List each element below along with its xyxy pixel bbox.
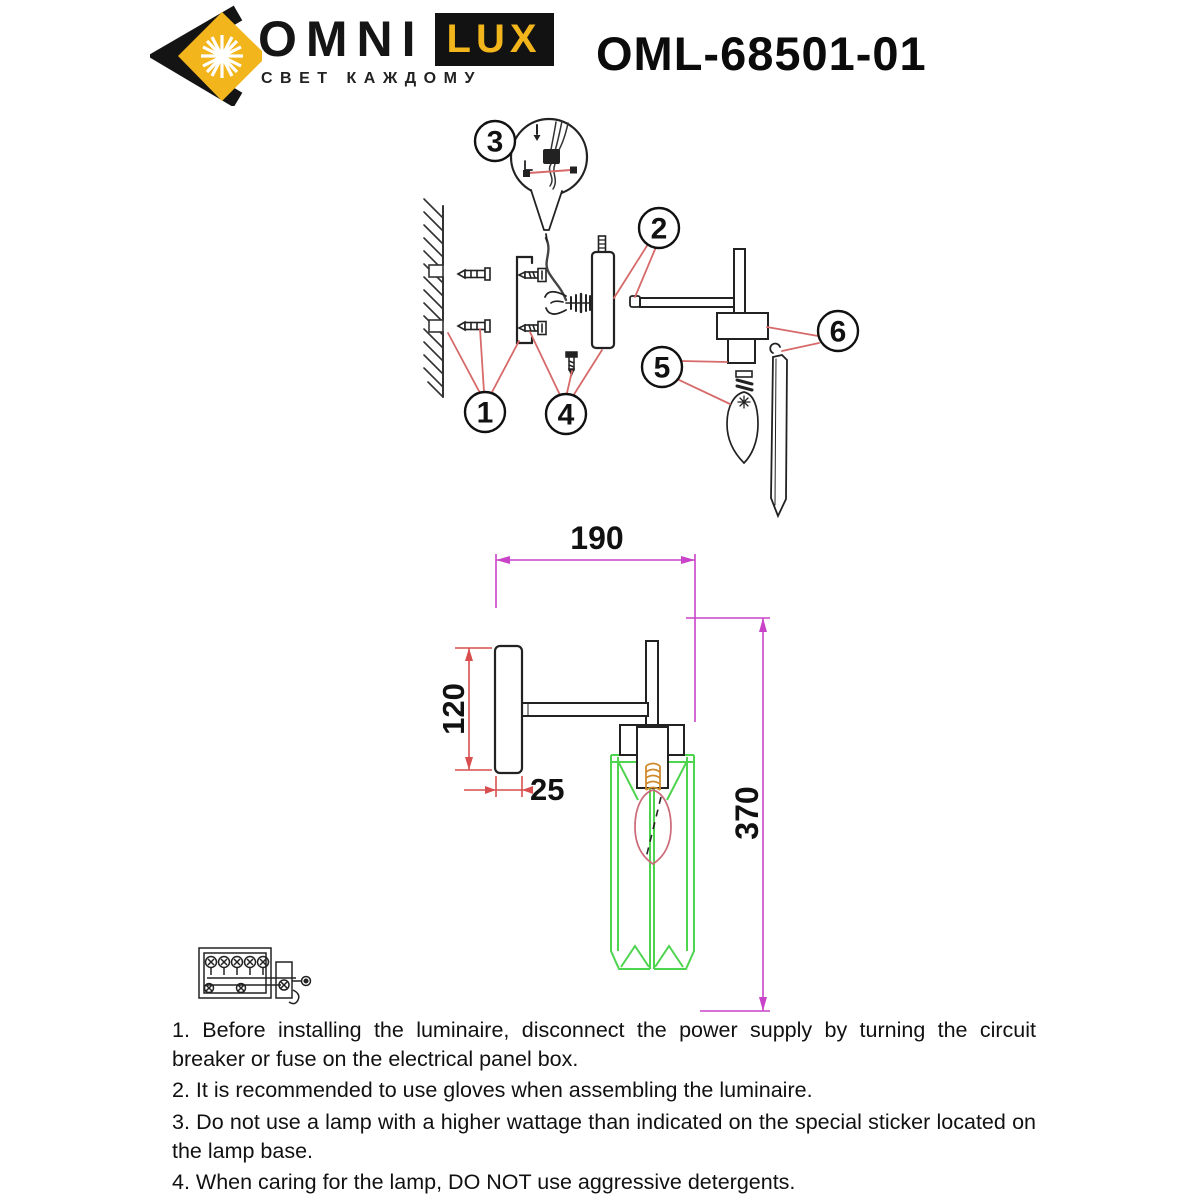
svg-text:6: 6: [829, 315, 847, 349]
exploded-view: [424, 119, 858, 516]
brand-lux-text: LUX: [446, 16, 542, 61]
instruction-item-2: 2. It is recommended to use gloves when assembling the luminaire.: [172, 1078, 813, 1103]
svg-text:120: 120: [436, 683, 471, 735]
glass-shade-part: [770, 344, 787, 516]
wall-hole: [429, 265, 443, 277]
svg-text:190: 190: [570, 520, 624, 556]
svg-text:5: 5: [653, 351, 671, 385]
wall: [424, 199, 443, 397]
lamp-body-dim: [495, 641, 684, 788]
wiring-detail-bubble: [511, 119, 587, 241]
svg-text:3: 3: [486, 125, 504, 159]
svg-text:4: 4: [557, 398, 575, 432]
svg-text:370: 370: [729, 786, 765, 840]
callout-1: [465, 392, 505, 432]
instruction-item-4: 4. When caring for the lamp, DO NOT use aggressive detergents.: [172, 1170, 796, 1195]
lamp-socket: [728, 339, 755, 363]
dim-25: [464, 772, 564, 807]
wall-hole: [429, 320, 443, 332]
wire-connector: [545, 292, 592, 314]
callout-5: [642, 347, 682, 387]
brand-tagline: СВЕТ КАЖДОМУ: [261, 70, 482, 87]
callout-4: [546, 394, 586, 434]
instruction-item-3: 3. Do not use a lamp with a higher wattage than indicated on the special sticker located on the lamp base.: [172, 1109, 1036, 1163]
mounting-screw: [519, 269, 546, 282]
dim-190: [496, 520, 695, 722]
terminal-block: [543, 149, 560, 164]
mounting-screw: [519, 322, 546, 335]
socket-housing: [717, 313, 768, 339]
model-number: OML-68501-01: [596, 27, 927, 80]
wall-anchor: [458, 268, 490, 280]
callout-6: [818, 311, 858, 351]
wall-backplate: [592, 236, 614, 348]
svg-text:25: 25: [530, 772, 565, 807]
terminal-screws: [206, 957, 269, 976]
instruction-item-1: 1. Before installing the luminaire, disconnect the power supply by turning the circuit breaker or fuse on the electrical panel box.: [172, 1018, 1036, 1072]
svg-text:1: 1: [476, 396, 494, 430]
dimension-drawing: [436, 520, 770, 1011]
brand-omni-text: OMNI: [258, 11, 425, 67]
callout-2: [639, 208, 679, 248]
wall-anchor: [458, 320, 490, 332]
callout-3: [475, 121, 515, 161]
dim-120: [436, 648, 492, 770]
svg-text:2: 2: [650, 212, 668, 246]
supply-wire: [546, 238, 566, 300]
bulb-filament: [738, 396, 750, 408]
instructions-list: [172, 1016, 1036, 1199]
dim-370: [686, 618, 770, 1011]
candle-bulb: [727, 371, 758, 463]
wiring-schematic: [199, 948, 311, 1004]
